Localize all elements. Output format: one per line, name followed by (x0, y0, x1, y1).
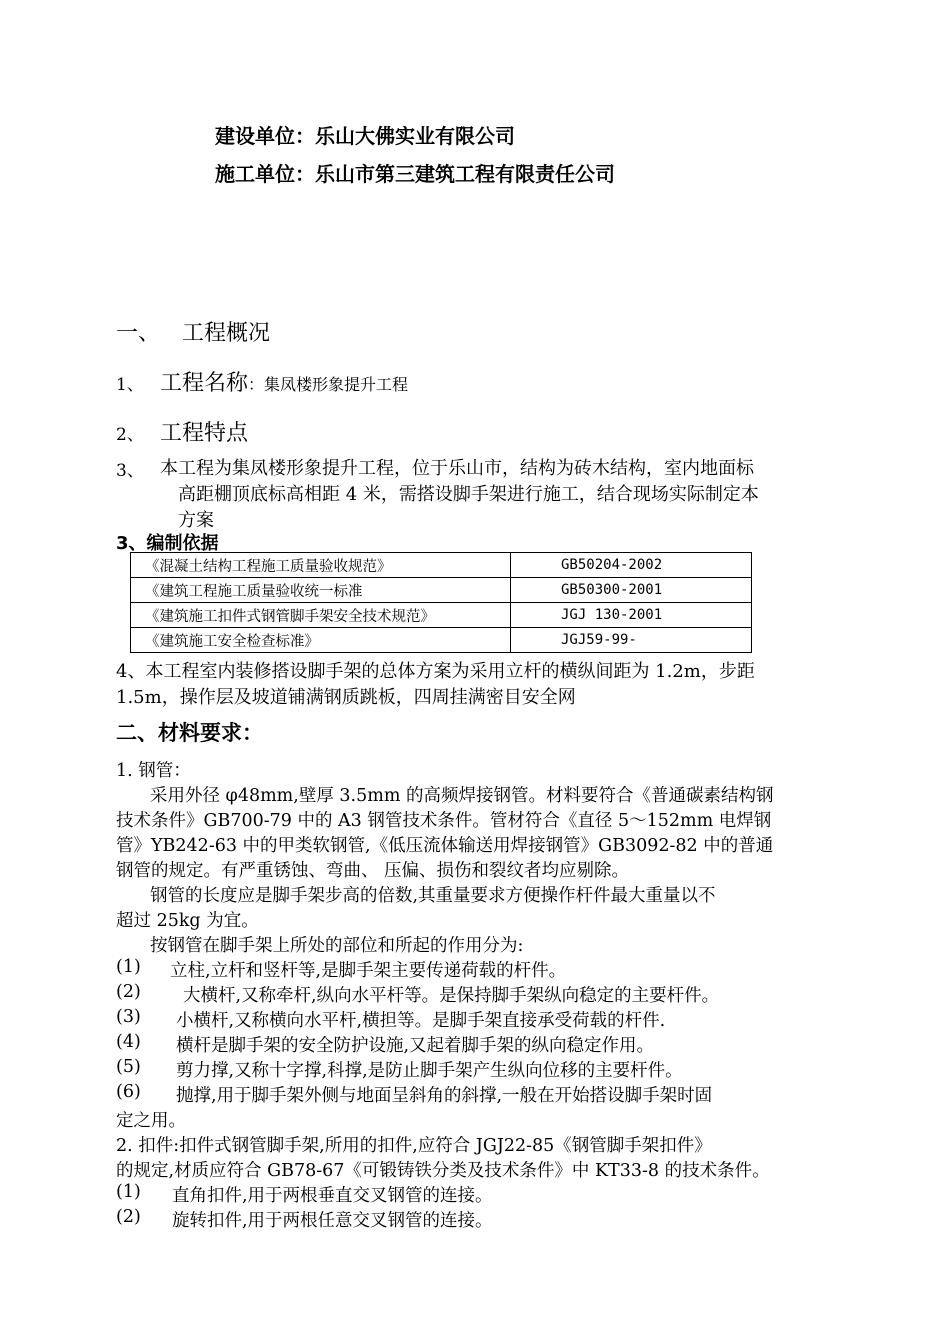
part-1-text: 立柱,立杆和竖杆等,是脚手架主要传递荷载的杆件。 (170, 961, 567, 981)
steel-para1-line-1: 采用外径 φ48mm,壁厚 3.5mm 的高频焊接钢管。材料要符合《普通碳素结构钢 (150, 786, 774, 806)
steel-para3: 按钢管在脚手架上所处的部位和所起的作用分为: (150, 936, 524, 956)
steel-para1-line-4: 钢管的规定。有严重锈蚀、弯曲、 压偏、损伤和裂纹者均应剔除。 (116, 861, 630, 881)
part-6-text: 抛撑,用于脚手架外侧与地面呈斜角的斜撑,一般在开始搭设脚手架时固 (176, 1086, 713, 1106)
steel-heading: 1. 钢管： (116, 761, 191, 781)
contractor-label: 施工单位： (215, 162, 315, 186)
part-5-text: 剪力撑,又称十字撑,科撑,是防止脚手架产生纵向位移的主要杆件。 (176, 1061, 683, 1081)
steel-para2-line-1: 钢管的长度应是脚手架步高的倍数,其重量要求方便操作杆件最大重量以不 (150, 886, 716, 906)
builder-value: 乐山大佛实业有限公司 (315, 124, 515, 148)
basis-code: GB50300-2001 (511, 578, 752, 603)
item2-label: 工程特点 (160, 421, 249, 446)
contractor-value: 乐山市第三建筑工程有限责任公司 (315, 162, 615, 186)
builder-label: 建设单位： (215, 124, 315, 148)
item2-number: 2、 (116, 425, 144, 445)
item3-line-1: 本工程为集凤楼形象提升工程，位于乐山市，结构为砖木结构，室内地面标 (160, 458, 754, 479)
fastener-1-text: 直角扣件,用于两根垂直交叉钢管的连接。 (172, 1186, 493, 1206)
basis-name: 《混凝土结构工程施工质量验收规范》 (131, 553, 511, 578)
fastener-line-2: 的规定,材质应符合 GB78-67《可锻铸铁分类及技术条件》中 KT33-8 的技术条件。 (116, 1161, 770, 1181)
basis-code: JGJ59-99- (511, 628, 752, 653)
table-row (131, 578, 752, 603)
steel-para1-line-2: 技术条件》GB700-79 中的 A3 钢管技术条件。管材符合《直径 5～152mm 电焊钢 (116, 811, 772, 831)
item1-line (160, 366, 408, 397)
builder-line (215, 120, 515, 149)
table-row (131, 553, 752, 578)
part-1-number: (1) (116, 957, 141, 977)
item1-label: 工程名称 (160, 371, 249, 396)
part-3-number: (3) (116, 1007, 141, 1027)
section1-title: 工程概况 (182, 321, 271, 346)
fastener-2-number: (2) (116, 1207, 141, 1227)
steel-para2-line-2: 超过 25kg 为宜。 (116, 911, 259, 931)
item4-line-1: 4、本工程室内装修搭设脚手架的总体方案为采用立杆的横纵间距为 1.2m，步距 (116, 661, 755, 682)
basis-title: 3、编制依据 (116, 533, 219, 554)
part-6-continued: 定之用。 (116, 1111, 186, 1131)
part-2-number: (2) (116, 982, 141, 1002)
fastener-line-1: 2. 扣件:扣件式钢管脚手架,所用的扣件,应符合 JGJ22-85《钢管脚手架扣件》 (116, 1136, 712, 1156)
item4-line-2: 1.5m，操作层及坡道铺满钢质跳板，四周挂满密目安全网 (116, 687, 576, 708)
section1-number: 一、 (116, 321, 161, 346)
basis-code: GB50204-2002 (511, 553, 752, 578)
table-row (131, 603, 752, 628)
item1-value: ：集凤楼形象提升工程 (248, 375, 409, 394)
fastener-1-number: (1) (116, 1182, 141, 1202)
item1-number: 1、 (116, 375, 144, 395)
basis-table (130, 552, 752, 653)
fastener-2-text: 旋转扣件,用于两根任意交叉钢管的连接。 (172, 1211, 493, 1231)
basis-name: 《建筑施工安全检查标准》 (131, 628, 511, 653)
part-3-text: 小横杆,又称横向水平杆,横担等。是脚手架直接承受荷载的杆件. (176, 1011, 666, 1031)
part-5-number: (5) (116, 1057, 141, 1077)
basis-code: JGJ 130-2001 (511, 603, 752, 628)
basis-name: 《建筑工程施工质量验收统一标准 (131, 578, 511, 603)
section2-title: 二、材料要求： (116, 721, 263, 745)
part-4-number: (4) (116, 1032, 141, 1052)
steel-para1-line-3: 管》YB242-63 中的甲类软钢管,《低压流体输送用焊接钢管》GB3092-82 中的普通 (116, 836, 774, 856)
table-row (131, 628, 752, 653)
item3-number: 3、 (116, 461, 144, 481)
part-2-text: 大横杆,又称牵杆,纵向水平杆等。是保持脚手架纵向稳定的主要杆件。 (183, 986, 720, 1006)
item3-line-2: 高距棚顶底标高相距 4 米，需搭设脚手架进行施工，结合现场实际制定本 (178, 484, 759, 505)
part-6-number: (6) (116, 1082, 141, 1102)
part-4-text: 横杆是脚手架的安全防护设施,又起着脚手架的纵向稳定作用。 (176, 1036, 655, 1056)
contractor-line (215, 158, 615, 187)
basis-name: 《建筑施工扣件式钢管脚手架安全技术规范》 (131, 603, 511, 628)
item3-line-3: 方案 (178, 510, 214, 531)
